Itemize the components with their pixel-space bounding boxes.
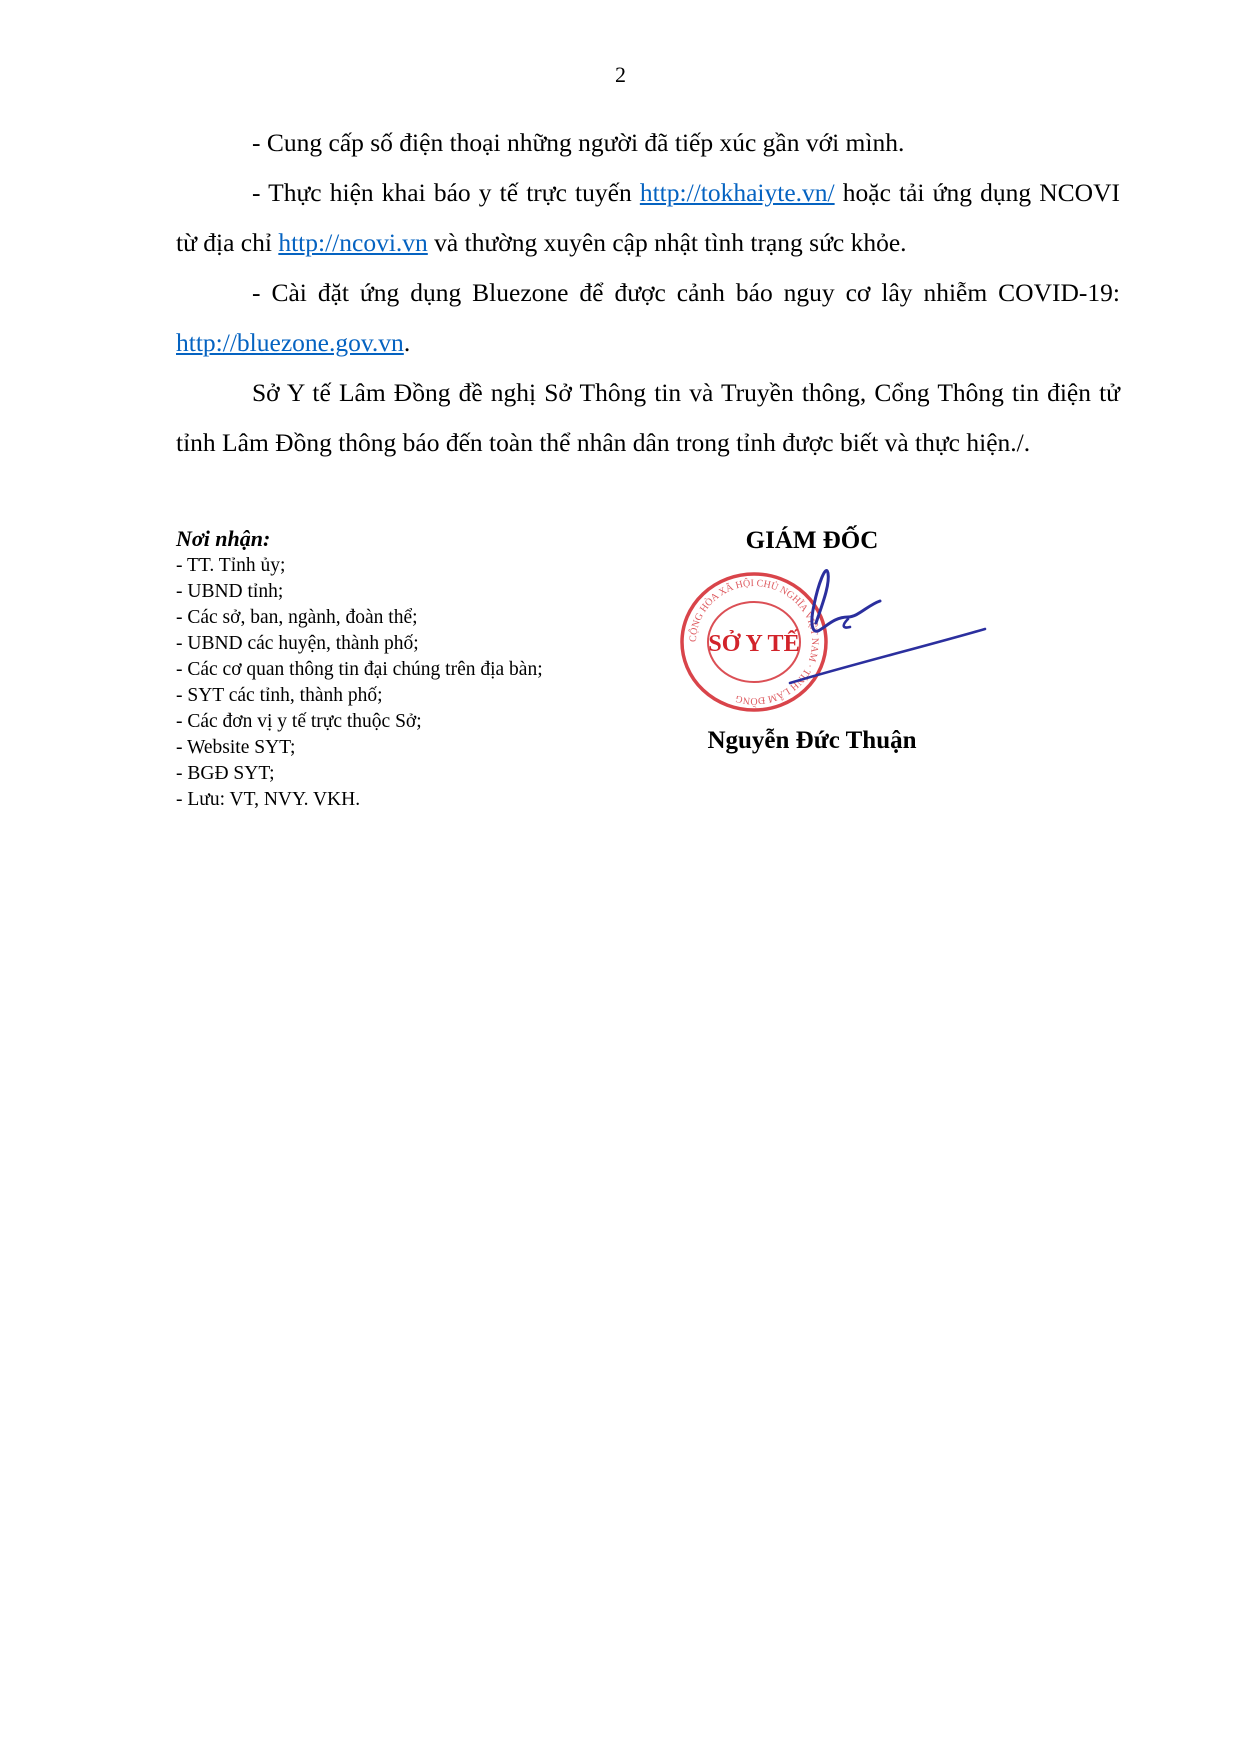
link-tokhaiyte[interactable]: http://tokhaiyte.vn/ [639,178,835,207]
recipient-item: - Lưu: VT, NVY. VKH. [176,789,361,810]
paragraph-text: . [403,328,411,357]
handwritten-signature-icon [730,565,1010,715]
page-number: 2 [615,62,626,87]
paragraph-contacts: - Cung cấp số điện thoại những người đã tiếp xúc gần với mình. [252,128,905,157]
signature-block [680,525,1080,765]
seal-ring-text: CỘNG HÒA XÃ HỘI CHỦ NGHĨA VIỆT NAM · TỈNH LÂM ĐỒNG [687,577,821,707]
paragraph-text: và thường xuyên cập nhật tình trạng sức khỏe. [427,228,907,257]
signer-name: Nguyễn Đức Thuận [707,727,917,754]
recipient-item: - UBND các huyện, thành phố; [176,633,419,654]
paragraph-request: Sở Y tế Lâm Đồng đề nghị Sở Thông tin và Truyền thông, Cổng Thông tin điện tử tỉnh Lâm Đồng thông báo đến toàn thể nhân dân trong tỉnh được biết và thực hiện./. [176,378,1120,457]
paragraph-text: hoặc tải ứng dụng NCOVI từ địa chỉ [176,178,1120,257]
recipient-item: - Các sở, ban, ngành, đoàn thể; [176,607,418,628]
recipient-item: - BGĐ SYT; [176,763,275,784]
link-ncovi[interactable]: http://ncovi.vn [278,228,428,257]
link-bluezone[interactable]: http://bluezone.gov.vn [176,328,404,357]
paragraph-text: - Cài đặt ứng dụng Bluezone để được cảnh báo nguy cơ lây nhiễm COVID-19: [252,278,1120,307]
paragraph-text: - Thực hiện khai báo y tế trực tuyến [252,178,640,207]
recipient-item: - Các cơ quan thông tin đại chúng trên địa bàn; [176,659,543,680]
recipient-item: - SYT các tỉnh, thành phố; [176,685,383,706]
seal-center-text: SỞ Y TẾ [708,631,800,657]
recipients-title: Nơi nhận: [176,526,271,551]
recipient-item: - Các đơn vị y tế trực thuộc Sở; [176,711,422,732]
paragraph-bluezone [176,268,1120,368]
recipient-item: - TT. Tỉnh ủy; [176,555,286,576]
recipients-block [176,525,543,813]
recipient-item: - UBND tỉnh; [176,581,284,602]
paragraph-health-declaration [176,168,1120,268]
document-body [176,118,1120,468]
signer-title: GIÁM ĐỐC [745,527,879,554]
recipient-item: - Website SYT; [176,737,296,758]
